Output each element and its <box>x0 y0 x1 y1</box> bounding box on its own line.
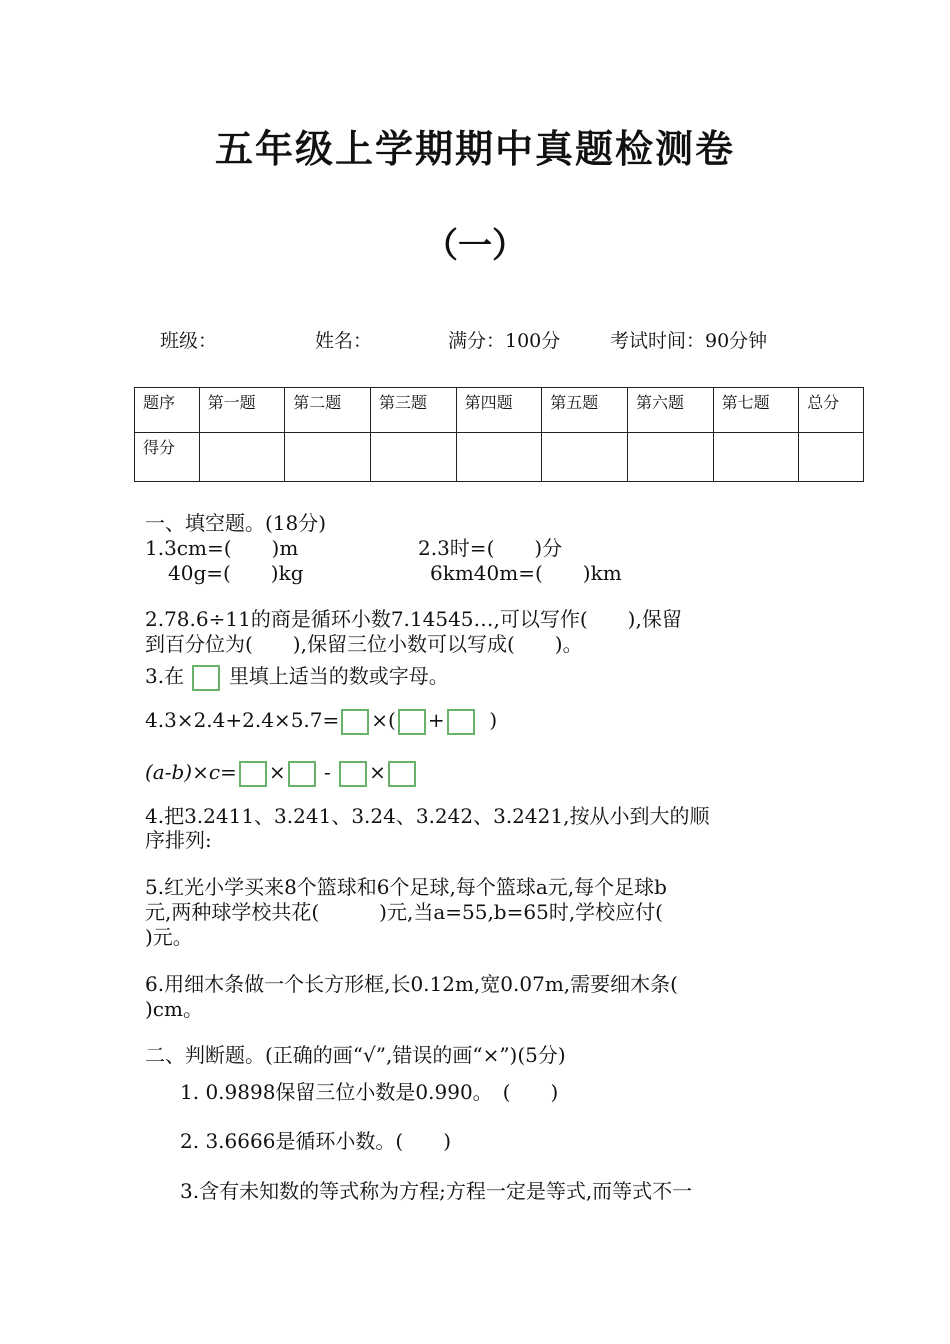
page-title: 五年级上学期期中真题检测卷 <box>214 126 735 171</box>
score-table-header-row <box>135 388 864 433</box>
score-cell[interactable] <box>285 433 371 482</box>
section2-heading: 二、判断题。(正确的画“√”,错误的画“×”)(5分) <box>145 1043 566 1067</box>
question-1d: 6km40m=( )km <box>430 561 622 585</box>
question-4b-times2: × <box>369 760 386 784</box>
question-6-line3: )元。 <box>145 925 193 949</box>
question-6-line1: 5.红光小学买来8个篮球和6个足球,每个篮球a元,每个足球b <box>145 875 667 899</box>
full-score: 满分：100分 <box>448 330 561 352</box>
judge-item-2: 2. 3.6666是循环小数。( ) <box>180 1129 452 1153</box>
answer-box[interactable] <box>398 709 426 735</box>
answer-box[interactable] <box>341 709 369 735</box>
answer-box[interactable] <box>288 761 316 787</box>
score-table <box>134 387 864 482</box>
question-3-prefix: 3.在 <box>145 664 185 688</box>
judge-item-3: 3.含有未知数的等式称为方程;方程一定是等式,而等式不一 <box>180 1179 693 1203</box>
question-1c: 40g=( )kg <box>168 561 304 585</box>
question-6-line2: 元,两种球学校共花( )元,当a=55,b=65时,学校应付( <box>145 900 663 924</box>
score-cell[interactable] <box>713 433 799 482</box>
question-1a: 1.3cm=( )m <box>145 536 299 560</box>
question-4-times: ×( <box>371 708 396 732</box>
question-4b <box>145 760 418 787</box>
question-5-line2: 序排列: <box>145 828 212 852</box>
section1-heading: 一、填空题。(18分) <box>145 511 327 535</box>
question-2-line2: 到百分位为( ),保留三位小数可以写成( )。 <box>145 632 583 656</box>
question-3-suffix: 里填上适当的数或字母。 <box>228 664 449 688</box>
name-label: 姓名： <box>315 330 373 352</box>
exam-time: 考试时间：90分钟 <box>610 330 768 352</box>
question-4-close: ) <box>489 708 498 732</box>
score-cell[interactable] <box>799 433 864 482</box>
answer-box[interactable] <box>447 709 475 735</box>
table-cell: 第三题 <box>370 388 456 433</box>
answer-box[interactable] <box>192 665 220 691</box>
table-cell: 第五题 <box>542 388 628 433</box>
question-4-prefix: 4.3×2.4+2.4×5.7= <box>145 708 340 732</box>
score-cell[interactable] <box>370 433 456 482</box>
answer-box[interactable] <box>339 761 367 787</box>
score-cell[interactable] <box>627 433 713 482</box>
answer-box[interactable] <box>239 761 267 787</box>
table-cell: 第一题 <box>199 388 285 433</box>
table-cell: 题序 <box>135 388 200 433</box>
answer-box[interactable] <box>388 761 416 787</box>
question-1b: 2.3时=( )分 <box>418 536 563 560</box>
question-3 <box>145 660 449 691</box>
question-7-line2: )cm。 <box>145 997 203 1021</box>
table-cell: 总分 <box>799 388 864 433</box>
score-cell[interactable] <box>456 433 542 482</box>
question-2-line1: 2.78.6÷11的商是循环小数7.14545…,可以写作( ),保留 <box>145 607 682 631</box>
table-cell: 第六题 <box>627 388 713 433</box>
score-cell[interactable] <box>542 433 628 482</box>
question-4b-minus: - <box>323 760 331 784</box>
score-table-score-row <box>135 433 864 482</box>
question-4-plus: + <box>427 708 445 732</box>
question-5-line1: 4.把3.2411、3.241、3.24、3.242、3.2421,按从小到大的顺 <box>145 804 710 828</box>
question-4b-times: × <box>268 760 286 784</box>
question-7-line1: 6.用细木条做一个长方形框,长0.12m,宽0.07m,需要细木条( <box>145 972 678 996</box>
question-4 <box>145 708 497 735</box>
class-label: 班级： <box>160 330 218 352</box>
table-cell: 第二题 <box>285 388 371 433</box>
question-4b-expr: (a-b)×c= <box>145 760 237 784</box>
table-cell: 得分 <box>135 433 200 482</box>
table-cell: 第七题 <box>713 388 799 433</box>
judge-item-1: 1. 0.9898保留三位小数是0.990。 ( ) <box>180 1080 559 1104</box>
score-cell[interactable] <box>199 433 285 482</box>
page-subtitle: （一） <box>424 226 526 266</box>
table-cell: 第四题 <box>456 388 542 433</box>
